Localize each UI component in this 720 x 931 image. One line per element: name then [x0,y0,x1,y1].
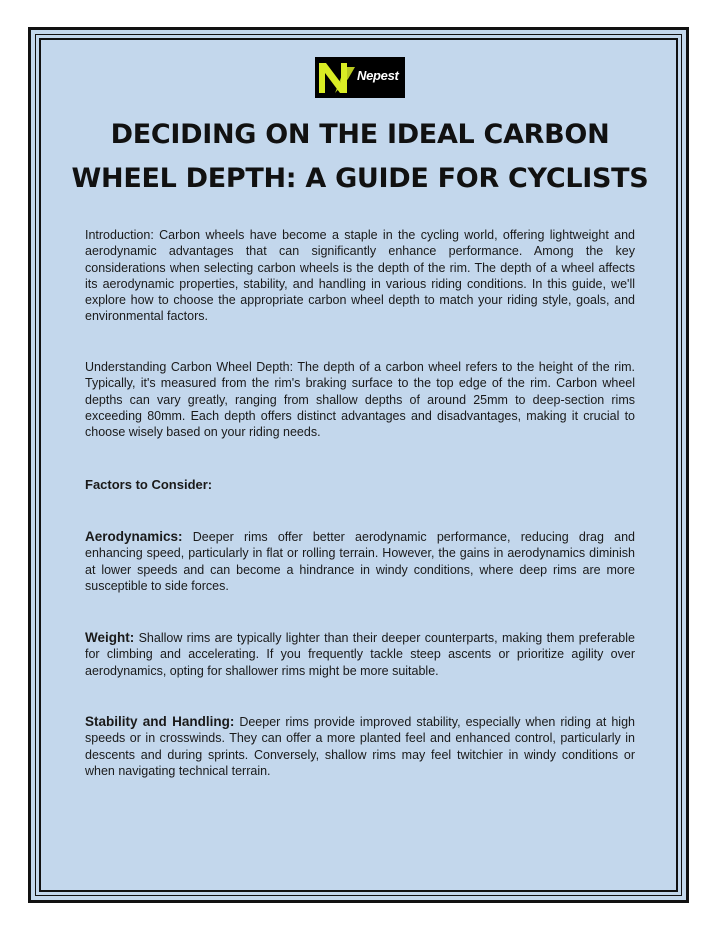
factor-lead: Stability and Handling: [85,714,235,729]
factor-text: Deeper rims provide improved stability, especially when riding at high speeds or in crosswinds. They can offer a more planted feel and enhanced control, particularly in descents and during sprints. Conversely, shallow rims may feel twitchier in windy conditions or when navigating technical terrain. [85,715,635,778]
factor-stability [85,714,635,779]
understanding-paragraph: Understanding Carbon Wheel Depth: The depth of a carbon wheel refers to the height of the rim. Typically, it's measured from the rim's braking surface to the top edge of the rim. Carbon wheel depths can vary greatly, ranging from shallow depths of around 25mm to deep-section rims exceeding 80mm. Each depth offers distinct advantages and disadvantages, making it crucial to choose wisely based on your riding needs. [85,360,635,440]
factor-lead: Aerodynamics: [85,529,183,544]
page-title: DECIDING ON THE IDEAL CARBON WHEEL DEPTH: A GUIDE FOR CYCLISTS [71,119,649,194]
factor-text: Deeper rims offer better aerodynamic performance, reducing drag and enhancing speed, particularly in flat or rolling terrain. However, the gains in aerodynamics diminish at lower speeds and can become a hindrance in windy conditions, where deep rims are more susceptible to side forces. [85,530,635,593]
factor-text: Shallow rims are typically lighter than their deeper counterparts, making them preferable for climbing and accelerating. If you frequently tackle steep ascents or prioritize agility over aerodynamics, opting for shallower rims might be more suitable. [85,631,635,678]
intro-paragraph: Introduction: Carbon wheels have become a staple in the cycling world, offering lightweight and aerodynamic advantages that can significantly enhance performance. Among the key considerations when selecting carbon wheels is the depth of the rim. The depth of a wheel affects its aerodynamic properties, stability, and handling in various riding conditions. In this guide, we'll explore how to choose the appropriate carbon wheel depth to match your riding style, goals, and environmental factors. [85,228,635,324]
nepest-logo [315,57,405,98]
factor-lead: Weight: [85,630,135,645]
factor-aerodynamics [85,529,635,594]
factor-weight [85,630,635,679]
factors-heading: Factors to Consider: [85,477,213,492]
logo-text: Nepest [357,68,399,83]
